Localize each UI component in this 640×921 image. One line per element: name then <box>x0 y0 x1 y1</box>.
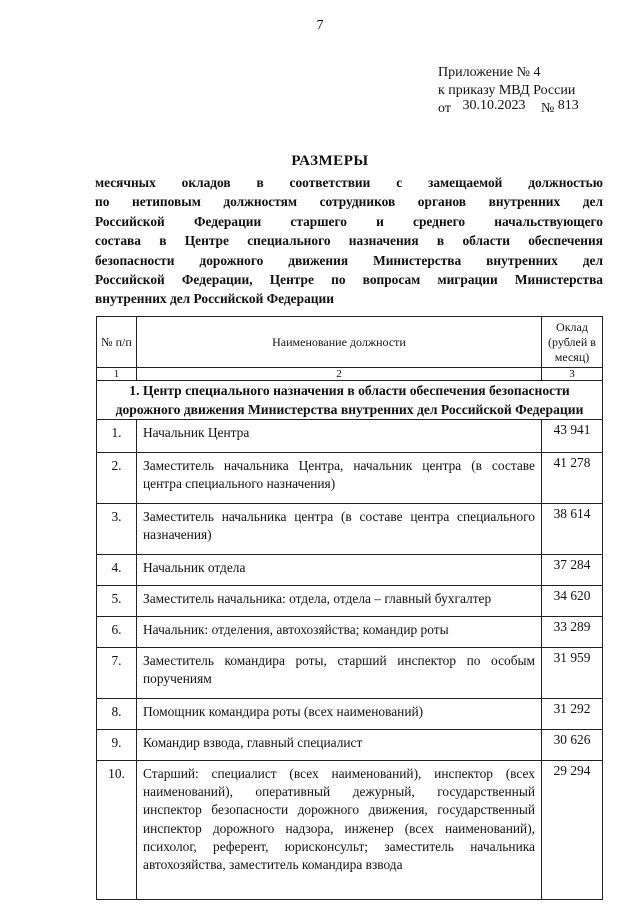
header-name: Наименование должности <box>137 317 542 368</box>
table-row <box>97 555 603 586</box>
salary-value: 33 289 <box>542 617 603 648</box>
position-name: Начальник отдела <box>137 555 542 586</box>
heading-line: Российской Федерации, Центре по вопросам миграции Министерства <box>95 272 603 288</box>
salary-value: 37 284 <box>542 555 603 586</box>
column-number: 2 <box>137 368 542 381</box>
row-number: 5. <box>97 586 137 617</box>
heading-line: по нетиповым должностям сотрудников органов внутренних дел <box>95 194 603 210</box>
position-name: Заместитель начальника Центра, начальник центра (в составе центра специального назначения) <box>137 453 542 504</box>
appendix-block <box>438 64 579 118</box>
row-number: 4. <box>97 555 137 586</box>
position-name: Заместитель командира роты, старший инспектор по особым поручениям <box>137 648 542 699</box>
order-date: 30.10.2023 <box>462 98 526 113</box>
section-title: 1. Центр специального назначения в области обеспечения безопасности дорожного движения Министерства внутренних дел Российской Федерации <box>97 381 603 420</box>
salary-table <box>96 316 603 900</box>
document-heading <box>95 173 603 309</box>
salary-value: 38 614 <box>542 504 603 555</box>
position-name: Начальник Центра <box>137 420 542 453</box>
position-name: Заместитель начальника центра (в составе центра специального назначения) <box>137 504 542 555</box>
order-number: 813 <box>557 98 579 113</box>
number-label: № <box>540 101 555 116</box>
row-number: 7. <box>97 648 137 699</box>
table-row <box>97 420 603 453</box>
table-row <box>97 586 603 617</box>
column-number: 3 <box>542 368 603 381</box>
appendix-title: Приложение № 4 <box>438 65 541 80</box>
section-title-row <box>97 381 603 420</box>
heading-line: состава в Центре специального назначения в области обеспечения <box>95 233 603 249</box>
row-number: 9. <box>97 730 137 761</box>
from-label: от <box>438 101 451 116</box>
heading-line: месячных окладов в соответствии с замещаемой должностью <box>95 175 603 190</box>
table-row <box>97 761 603 900</box>
heading-line: внутренних дел Российской Федерации <box>95 291 334 307</box>
table-row <box>97 730 603 761</box>
table-row <box>97 453 603 504</box>
page-number: 7 <box>316 18 324 33</box>
table-row <box>97 648 603 699</box>
table-header-row <box>97 317 603 368</box>
column-number: 1 <box>97 368 137 381</box>
row-number: 10. <box>97 761 137 900</box>
appendix-order-date-line <box>438 100 579 118</box>
position-name: Начальник: отделения, автохозяйства; командир роты <box>137 617 542 648</box>
heading-line: безопасности дорожного движения Министерства внутренних дел <box>95 252 603 268</box>
document-title: РАЗМЕРЫ <box>291 153 369 169</box>
row-number: 3. <box>97 504 137 555</box>
table-row <box>97 699 603 730</box>
heading-line: Российской Федерации старшего и среднего начальствующего <box>95 213 603 229</box>
salary-value: 41 278 <box>542 453 603 504</box>
position-name: Заместитель начальника: отдела, отдела – главный бухгалтер <box>137 586 542 617</box>
table-row <box>97 504 603 555</box>
column-numbers-row <box>97 368 603 381</box>
row-number: 8. <box>97 699 137 730</box>
appendix-order-ref: к приказу МВД России <box>438 83 576 98</box>
row-number: 1. <box>97 420 137 453</box>
header-salary: Оклад (рублей в месяц) <box>542 317 603 368</box>
row-number: 2. <box>97 453 137 504</box>
table-row <box>97 617 603 648</box>
row-number: 6. <box>97 617 137 648</box>
salary-value: 34 620 <box>542 586 603 617</box>
position-name: Старший: специалист (всех наименований), инспектор (всех наименований), оперативный дежурный, государственный инспектор безопасности дорожного движения, государственный инспектор дорожного надзора, инженер (всех наименований), психолог, референт, юрисконсульт; заместитель начальника автохозяйства, заместитель командира взвода <box>137 761 542 900</box>
salary-value: 31 292 <box>542 699 603 730</box>
header-num: № п/п <box>97 317 137 368</box>
position-name: Командир взвода, главный специалист <box>137 730 542 761</box>
position-name: Помощник командира роты (всех наименований) <box>137 699 542 730</box>
salary-value: 31 959 <box>542 648 603 699</box>
salary-value: 30 626 <box>542 730 603 761</box>
salary-value: 29 294 <box>542 761 603 900</box>
salary-value: 43 941 <box>542 420 603 453</box>
